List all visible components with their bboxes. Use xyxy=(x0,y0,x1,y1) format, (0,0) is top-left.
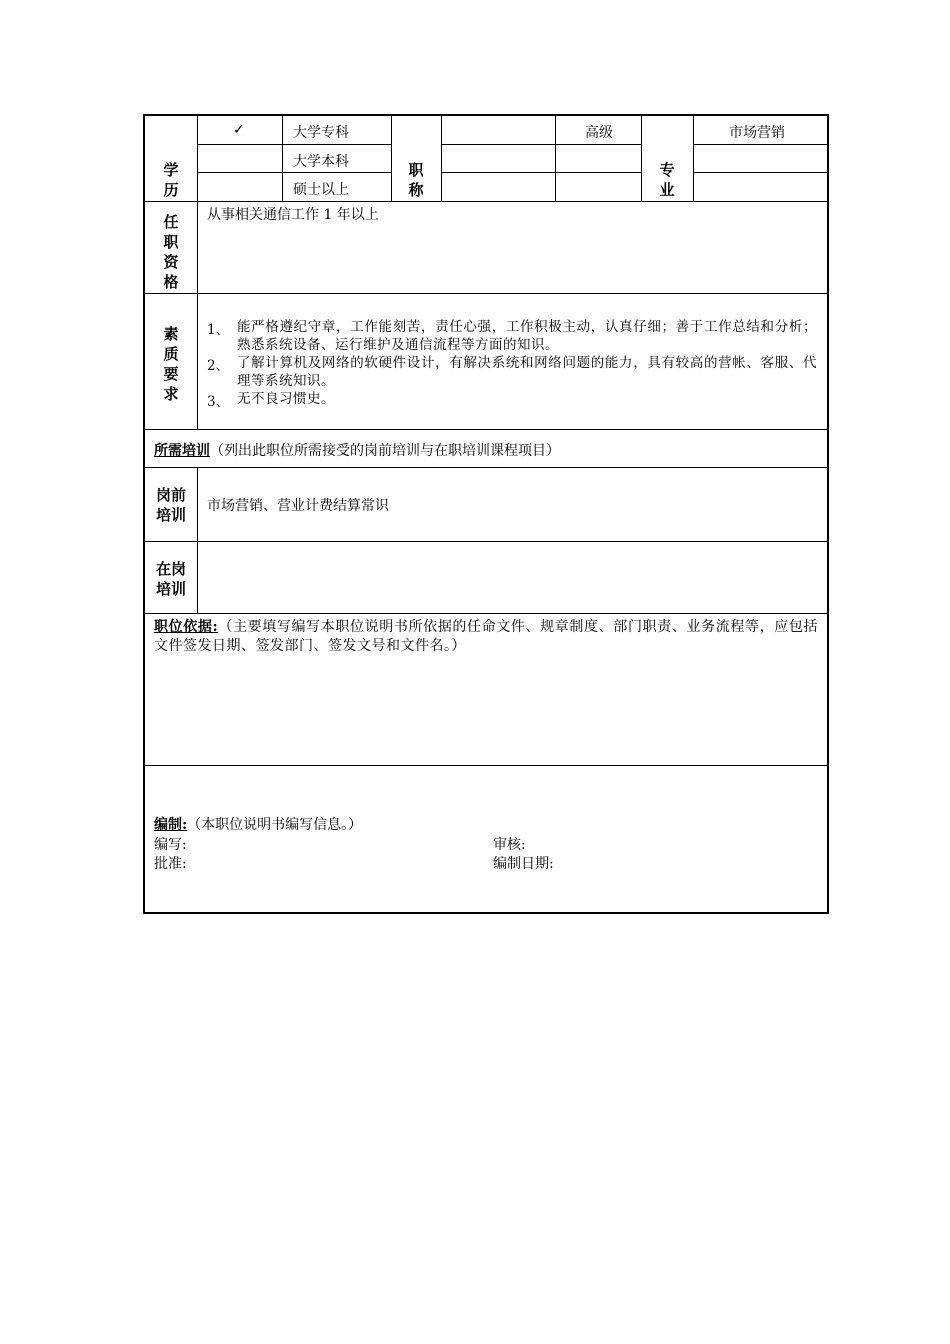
education-option-master: 硕士以上 xyxy=(293,182,349,198)
quality-item-1-text: 能严格遵纪守章，工作能刻苦，责任心强，工作积极主动，认真仔细；善于工作总结和分析；熟悉系统设备、运行维护及通信流程等方面的知识。 xyxy=(237,319,817,353)
education-row xyxy=(145,116,827,202)
training-heading-title: 所需培训 xyxy=(154,443,210,459)
job-description-table xyxy=(143,114,829,914)
compile-heading: 编制: xyxy=(154,817,188,833)
on-training-row xyxy=(145,542,827,614)
quality-item-3-text: 无不良习惯史。 xyxy=(237,391,335,407)
education-option-associate: 大学专科 xyxy=(293,125,349,141)
quality-item-2-text: 了解计算机及网络的软硬件设计，有解决系统和网络问题的能力，具有较高的营帐、客服、代理等系统知识。 xyxy=(237,355,817,389)
pre-training-text: 市场营销、营业计费结算常识 xyxy=(207,498,389,514)
reviewer-label: 审核: xyxy=(493,837,526,853)
compile-date-label: 编制日期: xyxy=(493,856,554,872)
qualification-text: 从事相关通信工作 1 年以上 xyxy=(207,207,379,223)
basis-block xyxy=(154,618,818,656)
quality-row xyxy=(145,294,827,430)
major-label: 专业 xyxy=(659,161,675,199)
pre-training-row xyxy=(145,468,827,542)
major-value: 市场营销 xyxy=(729,125,785,141)
quality-item-1-number: 1、 xyxy=(207,322,230,338)
title-rank-value: 高级 xyxy=(585,125,613,141)
quality-label: 素质要求 xyxy=(163,325,179,403)
education-label: 学历 xyxy=(163,161,179,199)
qualification-row xyxy=(145,202,827,294)
compile-note: （本职位说明书编写信息。） xyxy=(187,817,363,833)
compile-heading-line xyxy=(154,814,362,834)
basis-note: （主要填写编写本职位说明书所依据的任命文件、规章制度、部门职责、业务流程等，应包括文件签发日期、签发部门、签发文号和文件名。） xyxy=(154,619,818,654)
basis-heading: 职位依据: xyxy=(154,619,219,635)
education-check-mark: ✓ xyxy=(233,122,245,138)
quality-item-2-number: 2、 xyxy=(207,358,230,374)
pre-training-label: 岗前培训 xyxy=(155,486,186,524)
training-heading-row xyxy=(145,430,827,468)
basis-row xyxy=(145,614,827,766)
writer-label: 编写: xyxy=(154,837,187,853)
quality-item-3-number: 3、 xyxy=(207,394,230,410)
compile-row xyxy=(145,766,827,912)
training-heading-note: （列出此职位所需接受的岗前培训与在职培训课程项目） xyxy=(210,443,560,459)
education-option-bachelor: 大学本科 xyxy=(293,154,349,170)
on-training-label: 在岗培训 xyxy=(155,560,186,598)
approver-label: 批准: xyxy=(154,856,187,872)
training-heading xyxy=(154,440,560,460)
qualification-label: 任职资格 xyxy=(163,213,179,291)
title-rank-label: 职称 xyxy=(408,161,424,199)
